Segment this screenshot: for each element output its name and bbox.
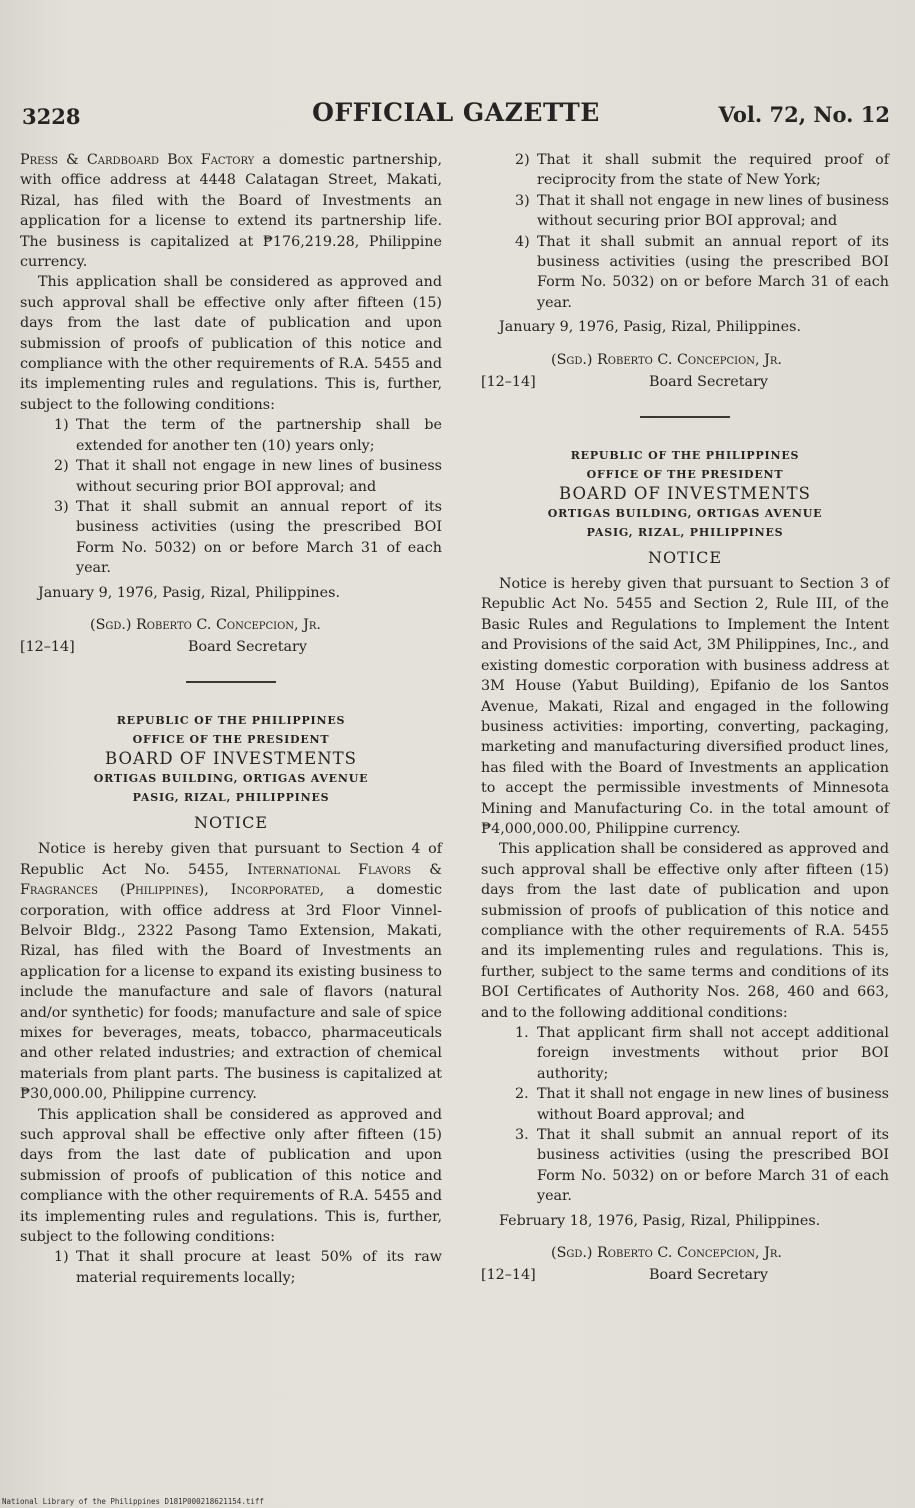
right-column	[481, 150, 889, 1289]
notice-press-cardboard	[20, 150, 442, 661]
notice-date: January 9, 1976, Pasig, Rizal, Philippines.	[499, 319, 801, 336]
signatory: (Sgd.) Roberto C. Concepcion, Jr.	[90, 616, 321, 633]
heading-place: PASIG, RIZAL, PHILIPPINES	[132, 790, 330, 804]
heading-notice: NOTICE	[193, 812, 269, 832]
condition-item: 2) That it shall not engage in new lines of business without securing prior BOI approval; and	[54, 458, 442, 495]
condition-item: 2) That it shall submit the required proof of reciprocity from the state of New York;	[515, 152, 889, 189]
heading-office: OFFICE OF THE PRESIDENT	[586, 467, 784, 481]
signatory-role: Board Secretary	[188, 638, 307, 655]
company-name: International Flavors & Fragrances (Philippines), Incorporated,	[20, 861, 442, 899]
notice-paragraph: This application shall be considered as approved and such approval shall be effective only after fifteen (15) days from the last date of publication and upon submission of proofs of publication of this notice and compliance with the other requirements of R.A. 5455 and its implementing rules and regulations. This is, further, subject to the following conditions:	[20, 274, 442, 413]
section-divider	[640, 416, 730, 418]
notice-paragraph: This application shall be considered as approved and such approval shall be effective only after fifteen (15) days from the last date of publication and upon submission of proofs of publication of this notice and compliance with the other requirements of R.A. 5455 and its implementing rules and regulations. This is, further, subject to the same terms and conditions of its BOI Certificates of Authority Nos. 268, 460 and 663, and to the following additional conditions:	[481, 841, 889, 1021]
signatory: (Sgd.) Roberto C. Concepcion, Jr.	[551, 351, 782, 368]
condition-item: 4) That it shall submit an annual report of its business activities (using the prescribed BOI Form No. 5032) on or before March 31 of each year.	[515, 233, 889, 311]
signature-block	[481, 350, 889, 396]
condition-item: 3) That it shall submit an annual report of its business activities (using the prescribed BOI Form No. 5032) on or before March 31 of each year.	[54, 498, 442, 577]
heading-board: BOARD OF INVESTMENTS	[559, 483, 811, 503]
notice-paragraph: Notice is hereby given that pursuant to Section 4 of Republic Act No. 5455, International Flavors & Fragrances (Philippines), Incorporated, a domestic corporation, with office address at 3rd Floor Vinnel-Belvoir Bldg., 2322 Pasong Tamo Extension, Makati, Rizal, has filed with the Board of Investments an application for a license to expand its existing business to include the manufacture and sale of flavors (natural and/or synthetic) for foods; manufacture and sale of spice mixes for beverages, meats, tobacco, pharmaceuticals and other related industries; and extraction of chemical materials from plant parts. The business is capitalized at ₱30,000.00, Philippine currency.	[20, 841, 442, 1103]
heading-notice: NOTICE	[647, 547, 723, 567]
notice-continued	[481, 150, 889, 396]
condition-item: 1. That applicant firm shall not accept additional foreign investments without prior BOI authority;	[515, 1025, 889, 1082]
notice-date: February 18, 1976, Pasig, Rizal, Philippines.	[499, 1212, 821, 1229]
condition-item: 1) That the term of the partnership shall be extended for another ten (10) years only;	[54, 417, 442, 454]
heading-republic: REPUBLIC OF THE PHILIPPINES	[116, 713, 346, 727]
issue-code: [12–14]	[481, 373, 536, 390]
notice-date: January 9, 1976, Pasig, Rizal, Philippines.	[38, 584, 340, 601]
left-column	[20, 150, 442, 1288]
condition-item: 3) That it shall not engage in new lines of business without securing prior BOI approval; and	[515, 192, 889, 230]
page-header	[22, 92, 890, 132]
heading-republic: REPUBLIC OF THE PHILIPPINES	[570, 448, 800, 462]
signature-block	[20, 615, 442, 661]
issue-code: [12–14]	[481, 1267, 536, 1284]
section-divider	[186, 681, 276, 683]
notice-3m-philippines	[481, 446, 889, 1289]
heading-office: OFFICE OF THE PRESIDENT	[132, 732, 330, 746]
issue-code: [12–14]	[20, 638, 75, 655]
volume-number: Vol. 72, No. 12	[718, 102, 890, 127]
heading-place: PASIG, RIZAL, PHILIPPINES	[586, 525, 784, 539]
signatory: (Sgd.) Roberto C. Concepcion, Jr.	[551, 1245, 782, 1262]
notice-paragraph: Notice is hereby given that pursuant to Section 3 of Republic Act No. 5455 and Section 2, Rule III, of the Basic Rules and Regulations to Implement the Intent and Provisions of the said Act, 3M Philippines, Inc., and existing domestic corporation with business address at 3M House (Yabut Building), Epifanio de los Santos Avenue, Makati, Rizal and engaged in the following business activities: importing, converting, packaging, marketing and manufacturing diversified product lines, has filed with the Board of Investments an application to accept the permissible investments of Minnesota Mining and Manufacturing Co. in the total amount of ₱4,000,000.00, Philippine currency.	[481, 576, 889, 837]
page-number: 3228	[22, 104, 81, 129]
heading-building: ORTIGAS BUILDING, ORTIGAS AVENUE	[93, 771, 369, 785]
company-name: Press & Cardboard Box Factory	[20, 152, 255, 168]
signature-block	[481, 1243, 889, 1289]
heading-board: BOARD OF INVESTMENTS	[105, 748, 357, 768]
heading-building: ORTIGAS BUILDING, ORTIGAS AVENUE	[547, 506, 823, 520]
condition-item: 3. That it shall submit an annual report of its business activities (using the prescribed BOI Form No. 5032) on or before March 31 of each year.	[515, 1127, 889, 1205]
scan-footer: National Library of the Philippines D181P000218621154.tiff	[2, 1497, 264, 1506]
publication-title: OFFICIAL GAZETTE	[312, 98, 600, 127]
condition-item: 1) That it shall procure at least 50% of its raw material requirements locally;	[54, 1249, 442, 1286]
notice-paragraph: Press & Cardboard Box Factory a domestic partnership, with office address at 4448 Calatagan Street, Makati, Rizal, has filed with the Board of Investments an application for a license to extend its partnership life. The business is capitalized at ₱176,219.28, Philippine currency.	[20, 152, 442, 271]
notice-international-flavors	[20, 711, 442, 1288]
notice-paragraph: This application shall be considered as approved and such approval shall be effective only after fifteen (15) days from the last date of publication and upon submission of proofs of publication of this notice and compliance with the other requirements of R.A. 5455 and its implementing rules and regulations. This is, further, subject to the following conditions:	[20, 1106, 442, 1246]
condition-item: 2. That it shall not engage in new lines of business without Board approval; and	[515, 1086, 889, 1123]
signatory-role: Board Secretary	[649, 1267, 768, 1284]
signatory-role: Board Secretary	[649, 373, 768, 390]
